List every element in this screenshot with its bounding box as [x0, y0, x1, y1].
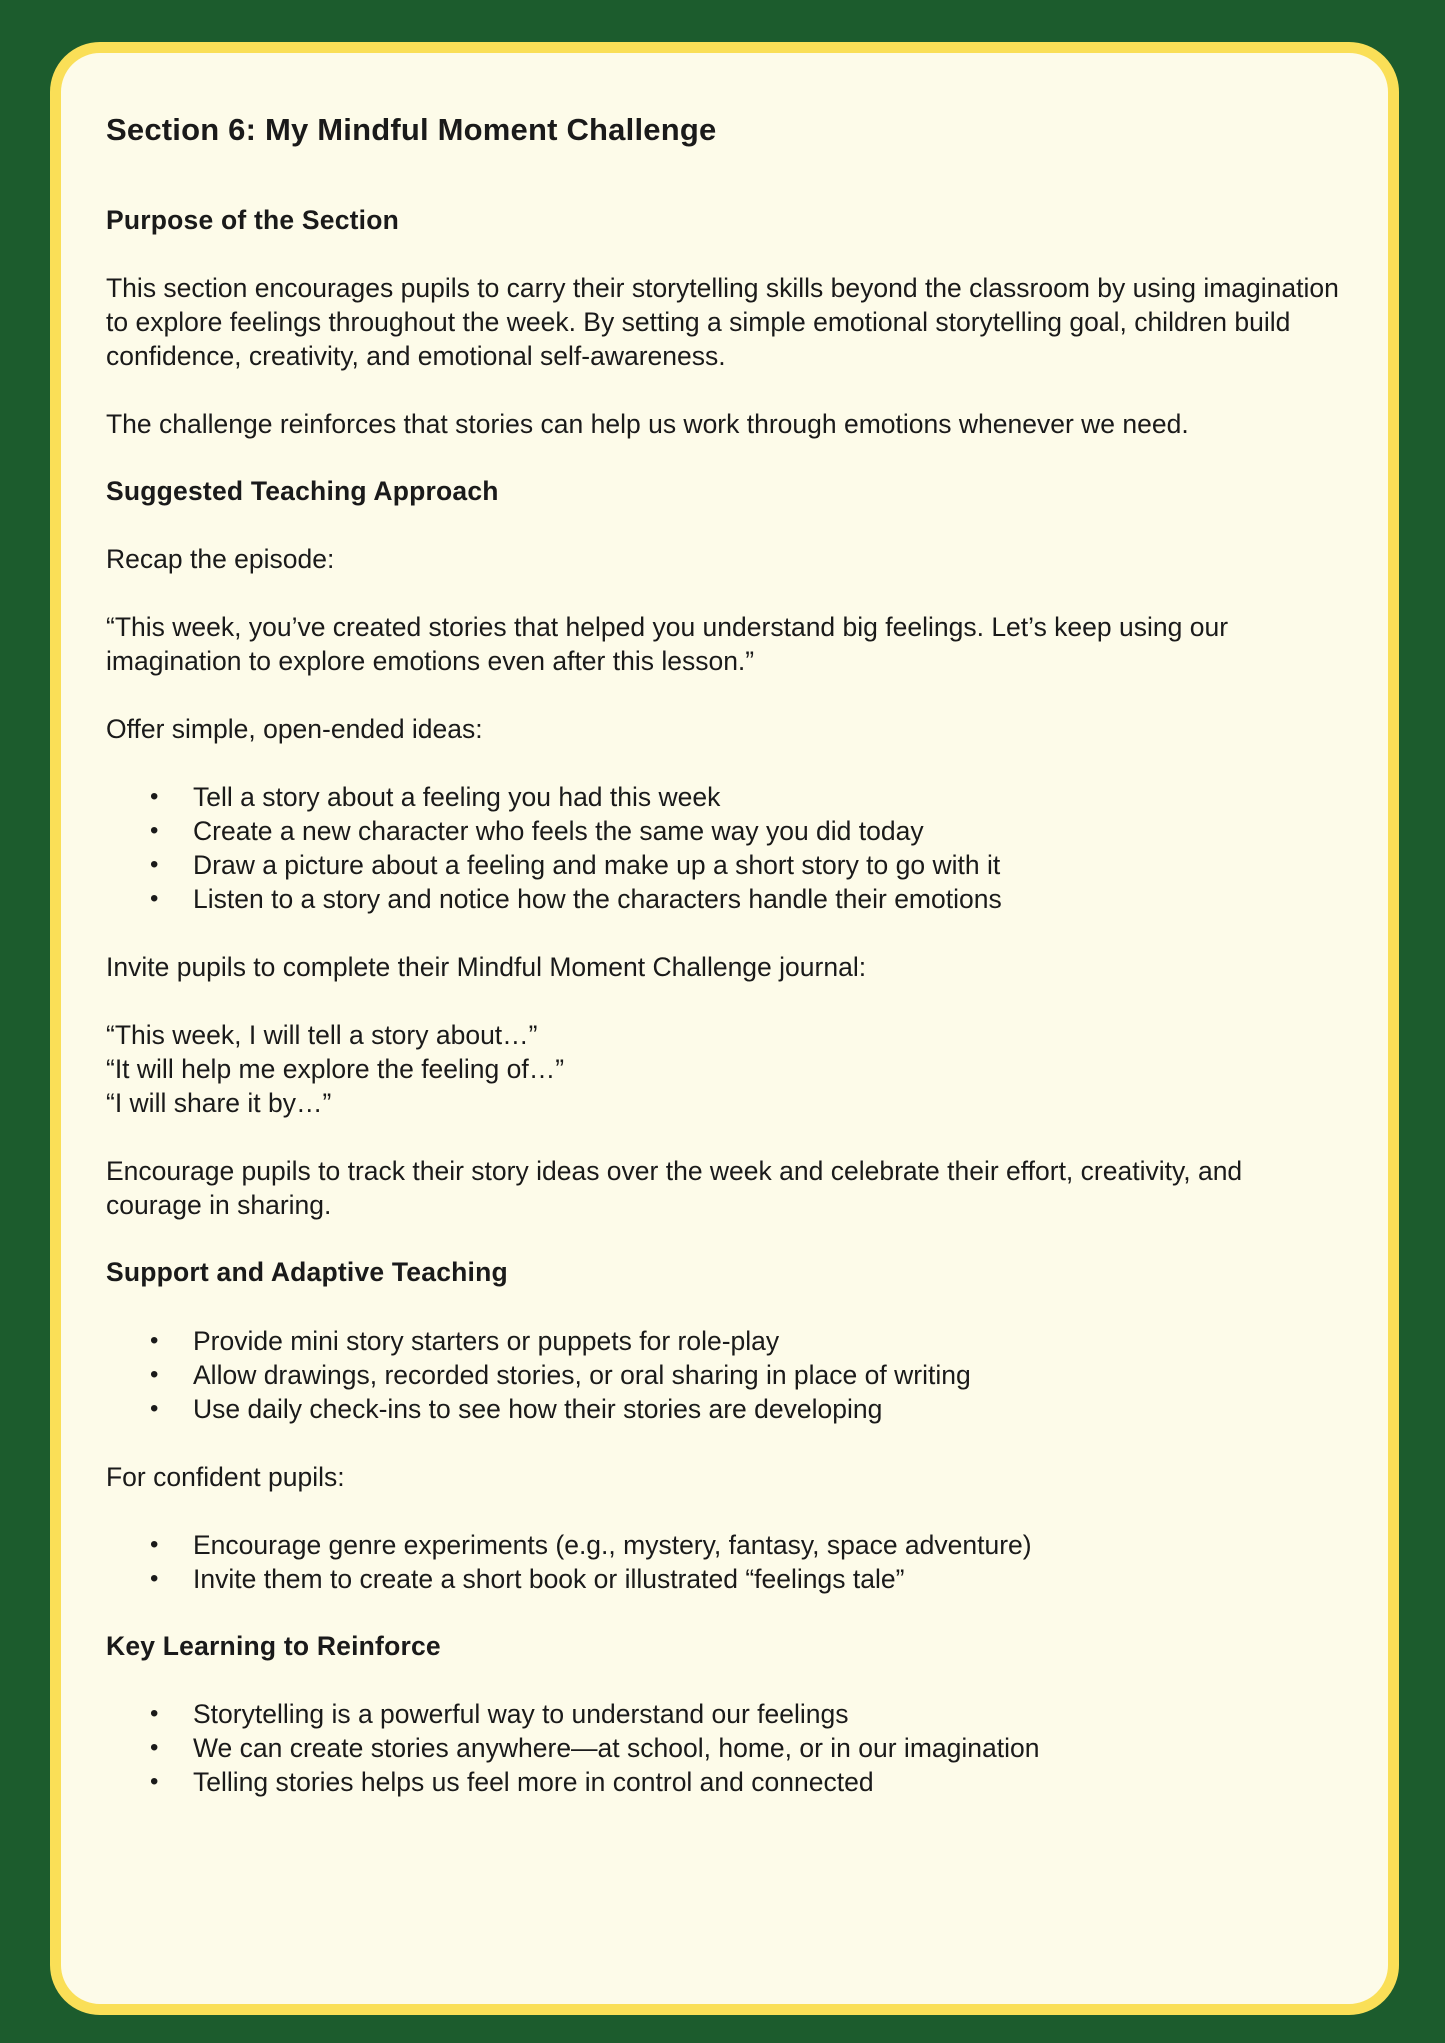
bullet-icon: • — [150, 1530, 159, 1558]
journal-prompt: “This week, I will tell a story about…” — [106, 1020, 538, 1051]
purpose-paragraph: The challenge reinforces that stories can help us work through emotions whenever we need. — [106, 409, 1189, 440]
purpose-paragraph: This section encourages pupils to carry their storytelling skills beyond the classroom by using imagination to explore feelings throughout the week. By setting a simple emotional storytelling goal, children build confidence, creativity, and emotional self-awareness. — [106, 273, 1339, 372]
section-title: Section 6: My Mindful Moment Challenge — [106, 112, 717, 147]
ideas-intro: Offer simple, open-ended ideas: — [106, 714, 483, 745]
approach-heading: Suggested Teaching Approach — [106, 476, 499, 507]
key-learning-list — [106, 1697, 1340, 1799]
list-item: • Allow drawings, recorded stories, or oral sharing in place of writing — [150, 1359, 971, 1390]
list-item: • Telling stories helps us feel more in control and connected — [150, 1766, 874, 1797]
bullet-icon: • — [150, 1564, 159, 1592]
support-list — [106, 1324, 1340, 1426]
list-item: • Provide mini story starters or puppets for role-play — [150, 1325, 780, 1356]
bullet-icon: • — [150, 1699, 159, 1727]
list-item: • Invite them to create a short book or illustrated “feelings tale” — [150, 1563, 905, 1594]
list-item: • Listen to a story and notice how the characters handle their emotions — [150, 884, 1002, 915]
support-heading: Support and Adaptive Teaching — [106, 1257, 508, 1288]
bullet-icon: • — [150, 1360, 159, 1388]
bullet-icon: • — [150, 783, 159, 811]
journal-prompt: “I will share it by…” — [106, 1088, 332, 1119]
ideas-list — [106, 780, 1340, 916]
key-learning-heading: Key Learning to Reinforce — [106, 1630, 441, 1661]
bullet-icon: • — [150, 817, 159, 845]
content-card — [50, 42, 1399, 2015]
list-item: • Tell a story about a feeling you had this week — [150, 782, 721, 813]
encourage-paragraph: Encourage pupils to track their story ideas over the week and celebrate their effort, creativity, and courage in sharing. — [106, 1156, 1243, 1221]
recap-quote: “This week, you’ve created stories that helped you understand big feelings. Let’s keep using our imagination to explore emotions even after this lesson.” — [106, 612, 1229, 677]
journal-prompts — [106, 1018, 1340, 1120]
list-item: • Draw a picture about a feeling and make up a short story to go with it — [150, 850, 1001, 881]
confident-list — [106, 1528, 1340, 1596]
bullet-icon: • — [150, 885, 159, 913]
recap-label: Recap the episode: — [106, 544, 335, 575]
bullet-icon: • — [150, 1767, 159, 1795]
bullet-icon: • — [150, 1326, 159, 1354]
list-item: • We can create stories anywhere—at school, home, or in our imagination — [150, 1732, 1040, 1763]
purpose-heading: Purpose of the Section — [106, 205, 399, 236]
journal-prompt: “It will help me explore the feeling of…” — [106, 1054, 565, 1085]
bullet-icon: • — [150, 851, 159, 879]
bullet-icon: • — [150, 1394, 159, 1422]
confident-intro: For confident pupils: — [106, 1461, 345, 1492]
list-item: • Create a new character who feels the same way you did today — [150, 816, 924, 847]
bullet-icon: • — [150, 1733, 159, 1761]
list-item: • Storytelling is a powerful way to understand our feelings — [150, 1698, 849, 1729]
list-item: • Use daily check-ins to see how their stories are developing — [150, 1393, 883, 1424]
journal-intro: Invite pupils to complete their Mindful Moment Challenge journal: — [106, 952, 867, 983]
list-item: • Encourage genre experiments (e.g., mystery, fantasy, space adventure) — [150, 1529, 1032, 1560]
